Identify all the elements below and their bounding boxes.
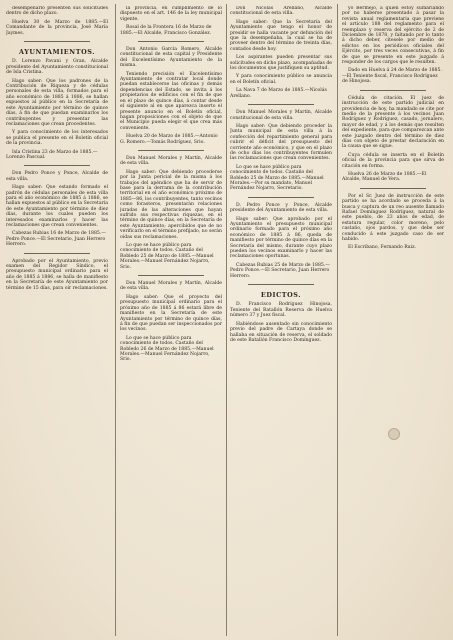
paragraph: D. Pedro Ponce y Ponce, Alcalde presidente del Ayuntamiento de esta villa. xyxy=(230,202,332,214)
column-divider-2 xyxy=(226,4,227,636)
paragraph: Hago saber: Que el proyecto del presupuesto municipal ordinario para el próximo año de 1885 á 86 estará libre de manifiesto en la Secretaría de este Ayuntamiento por término de quince días, á fin de que puedan ser inspeccionados por los vecinos. xyxy=(120,294,222,333)
signature: Lo que se hace público para conocimiento de todos. Castaño del Robledo 25 de Marzo de 1885.—Manuel Morales.—Por su mandato, Manuel Fernández Nojarro, Secretario. xyxy=(230,164,324,192)
signature: Rosal de la Frontera 16 de Marzo de 1885.—El Alcalde, Francisco González. xyxy=(120,25,212,36)
section-heading-ayuntamientos: AYUNTAMIENTOS. xyxy=(18,48,96,57)
paragraph: Don Nicolás Arellano, Alcalde constitucional de esta villa. xyxy=(230,6,332,17)
divider-rule xyxy=(24,253,90,254)
paragraph: Hago saber: Que debiendo proceder la Junta municipal de esta villa á la confección del repartimiento general para cubrir el déficit del presupuesto del corriente año económico, y que en el plazo de ocho días los contribuyentes formulen las reclamaciones que crean convenientes. xyxy=(230,123,332,162)
divider-rule xyxy=(360,188,426,189)
paragraph: Cédula de citación. El juez de instrucción de este partido judicial en providencia de hoy, ha mandado se cite por medio de la presente á los vecinos Juan Rodríguez y Rodríguez, casado, jornalero, mayor de edad, y á los demás que resulten del expediente, para que comparezcan ante este juzgado dentro del término de diez días con objeto de prestar declaración en la causa que se sigue. xyxy=(342,95,444,150)
column-3 xyxy=(230,6,332,346)
signature: Isla Cristina 23 de Marzo de 1885.—Lorenzo Pascual. xyxy=(6,149,98,160)
paragraph: Hago saber: Que la Secretaría del Ayuntamiento que tengo el honor de presidir se halla vacante por defunción del que la desempeñaba, la cual se ha de proveer dentro del término de treinta días, contados desde hoy. xyxy=(230,19,332,52)
signature: Cabezas Rubias 25 de Marzo de 1885.—Pedro Ponce.—El Secretario, Juan Herrero Herrero. xyxy=(230,262,330,279)
paragraph: D. Lorenzo Pavani y Gran, Alcalde presidente del Ayuntamiento constitucional de Isla Cristina. xyxy=(6,59,108,76)
paragraph: Por el Sr. Juez de instrucción de este partido se ha acordado se proceda á la busca y captura de un reo ausente llamado Rafael Domínguez Rodríguez, natural de este pueblo, de 23 años de edad, de estatura regular, color moreno, pelo castaño, ojos pardos, y que debe ser conducido á este juzgado caso de ser habido. xyxy=(342,193,444,243)
paragraph: Y para conocimiento de los interesados se publica el presente en el Boletín oficial de la provincia. xyxy=(6,130,108,147)
divider-rule xyxy=(360,90,426,91)
signature: Lo que se hace público para conocimiento de todos. Castaño del Robledo 26 de Marzo de 1885.—Manuel Morales.—Manuel Fernández Nojarro, Srio. xyxy=(120,335,214,363)
column-2 xyxy=(120,6,222,366)
divider-rule xyxy=(24,165,90,166)
signature: Lo que se hace público para conocimiento de todos. Castaño del Robledo 25 de Marzo de 1885.—Manuel Morales.—Manuel Fernández Nojarro, Srio. xyxy=(120,243,214,270)
divider-rule xyxy=(24,41,90,42)
paragraph: Hago saber: Que los padrones de la Contribución de Riqueza y de cédulas personales de esta villa, formados para el año económico de 1885 á 1886, se hallan expuestos al público en la Secretaría de este Ayuntamiento por término de quince días, á fin de que puedan examinarlos los contribuyentes y presentar las reclamaciones que crean procedentes. xyxy=(6,78,108,127)
column-4 xyxy=(342,6,444,254)
paragraph: Cuya cédula se inserta en el Boletín oficial de la provincia para que sirva de citación en forma. xyxy=(342,152,444,169)
paragraph: Don Pedro Ponce y Ponce, Alcalde de esta villa. xyxy=(6,171,108,182)
column-divider-1 xyxy=(115,4,116,636)
paragraph: Don Manuel Morales y Martín, Alcalde de esta villa. xyxy=(120,155,222,167)
divider-rule xyxy=(248,284,314,285)
paragraph: Teniendo precisión el Excelentísimo Ayuntamiento de contratar local donde puedan establecerse las oficinas y demás dependencias del Estado, se invita á los propietarios de edificios con el fin de que en el plazo de quince días, á contar desde el siguiente al en que aparezca inserto el presente anuncio en el Boletín oficial, hagan proposiciones con el objeto de que el Municipio pueda elegir el que crea más conveniente. xyxy=(120,71,222,131)
paragraph: Hago saber: Que debiendo procederse por la Junta pericial de la misma á los trabajos del apéndice que ha de servir de base para la derrama de la contribución territorial en el año económico próximo de 1885—86, los contribuyentes, tanto vecinos como forasteros, presentarán relaciones juradas de las alteraciones que hayan sufrido sus respectivas riquezas, en el término de quince días, en la Secretaría de este Ayuntamiento; apercibidos que de no verificarlo en el término prefijado, no serán oídas sus reclamaciones. xyxy=(120,169,222,240)
signature: La Nava 7 de Marzo de 1885.—Nicolás Arellano. xyxy=(230,88,327,99)
section-heading-edictos: EDICTOS. xyxy=(260,291,302,300)
binding-hole xyxy=(388,428,400,440)
paragraph: Huelva 30 de Marzo de 1885.—El Comandante de la provincia, José María Jaymes. xyxy=(6,19,108,36)
paragraph: Habiéndose ausentado sin conocimiento previo del padre de Cartaya donde se hallaba en situación de reserva, el soldado de este Batallón Francisco Domínguez. xyxy=(230,321,332,343)
paragraph: desempeñarlo presenten sus solicitudes dentro de dicho plazo. xyxy=(6,6,108,17)
paragraph: Y para conocimiento público se anuncia en el Boletín oficial. xyxy=(230,74,332,85)
signature: El Escribano, Fernando Ruiz. xyxy=(348,245,416,251)
paragraph: Don Manuel Morales y Martín, Alcalde constitucional de esta villa. xyxy=(230,110,332,121)
column-divider-3 xyxy=(337,4,338,636)
paragraph: yo Bermejo, á quien estoy sumariando por no haberse presentado á pasar la revista anual reglamentaria que previene el artículo 188 del reglamento para el reemplazo y reserva del ejército de 2 de Diciembre de 1878, y faltando por lo tanto á dicho deber, cítesele por medio de edictos en los periódicos oficiales del Ejército, por tres veces consecutivas, á fin de que se presente en este juzgado á responder de los cargos que le resulten. xyxy=(342,6,444,66)
paragraph: Hago saber: Que aprobado por el Ayuntamiento el presupuesto municipal ordinario formado para el próximo año económico de 1885 á 86, queda de manifiesto por término de quince días en la Secretaría del mismo, durante cuyo plazo pueden los vecinos examinarlo y hacer las reclamaciones oportunas. xyxy=(230,216,332,260)
paragraph: la provincia, en cumplimiento de lo dispuesto en el art. 146 de la ley municipal vigente. xyxy=(120,6,222,22)
paragraph: D. Francisco Rodríguez Hinojosa, Teniente del Batallón Reserva de Huelva número 37 y Juez fiscal. xyxy=(230,302,332,319)
signature: Huelva 26 de Marzo de 1885.—El Alcalde, Manuel de Vera. xyxy=(342,171,427,183)
signature: Dado en Huelva á 24 de Marzo de 1885.—El Teniente fiscal, Francisco Rodríguez de Hinojosa. xyxy=(342,68,442,85)
divider-rule xyxy=(248,197,314,198)
paragraph: Don Antonio García Romero, Alcalde constitucional de esta capital y Presidente del Excelentísimo Ayuntamiento de la misma. xyxy=(120,47,222,69)
paragraph: Hago saber: Que estando formado el padrón de cédulas personales de esta villa para el año económico de 1885 á 1886, se hallan expuestos al público en la Secretaría de este Ayuntamiento por término de diez días, durante los cuales pueden los interesados examinarlos y hacer las reclamaciones que crean convenientes. xyxy=(6,185,108,228)
paragraph: Aprobado por el Ayuntamiento, previo examen del Regidor Síndico, el presupuesto municipal ordinario para el año de 1885 á 1886, se halla de manifiesto en la Secretaría de este Ayuntamiento por término de 15 días, para oír reclamaciones. xyxy=(6,258,108,291)
divider-rule xyxy=(138,150,204,151)
column-1 xyxy=(6,6,108,294)
signature: Huelva 20 de Marzo de 1885.—Antonio G. Romero.—Tomás Rodríguez, Srio. xyxy=(120,134,218,145)
paragraph: Don Manuel Morales y Martín, Alcalde de esta villa. xyxy=(120,281,222,292)
divider-rule xyxy=(248,104,314,105)
divider-rule xyxy=(138,275,204,276)
signature: Cabezas Rubias 16 de Marzo de 1885.—Pedro Ponce.—El Secretario, Juan Herrero Herrero. xyxy=(6,231,106,248)
divider-rule xyxy=(138,41,204,42)
paragraph: Los aspirantes pueden presentar sus solicitudes en dicho plazo, acompañadas de los documentos que justifiquen su aptitud. xyxy=(230,55,332,72)
